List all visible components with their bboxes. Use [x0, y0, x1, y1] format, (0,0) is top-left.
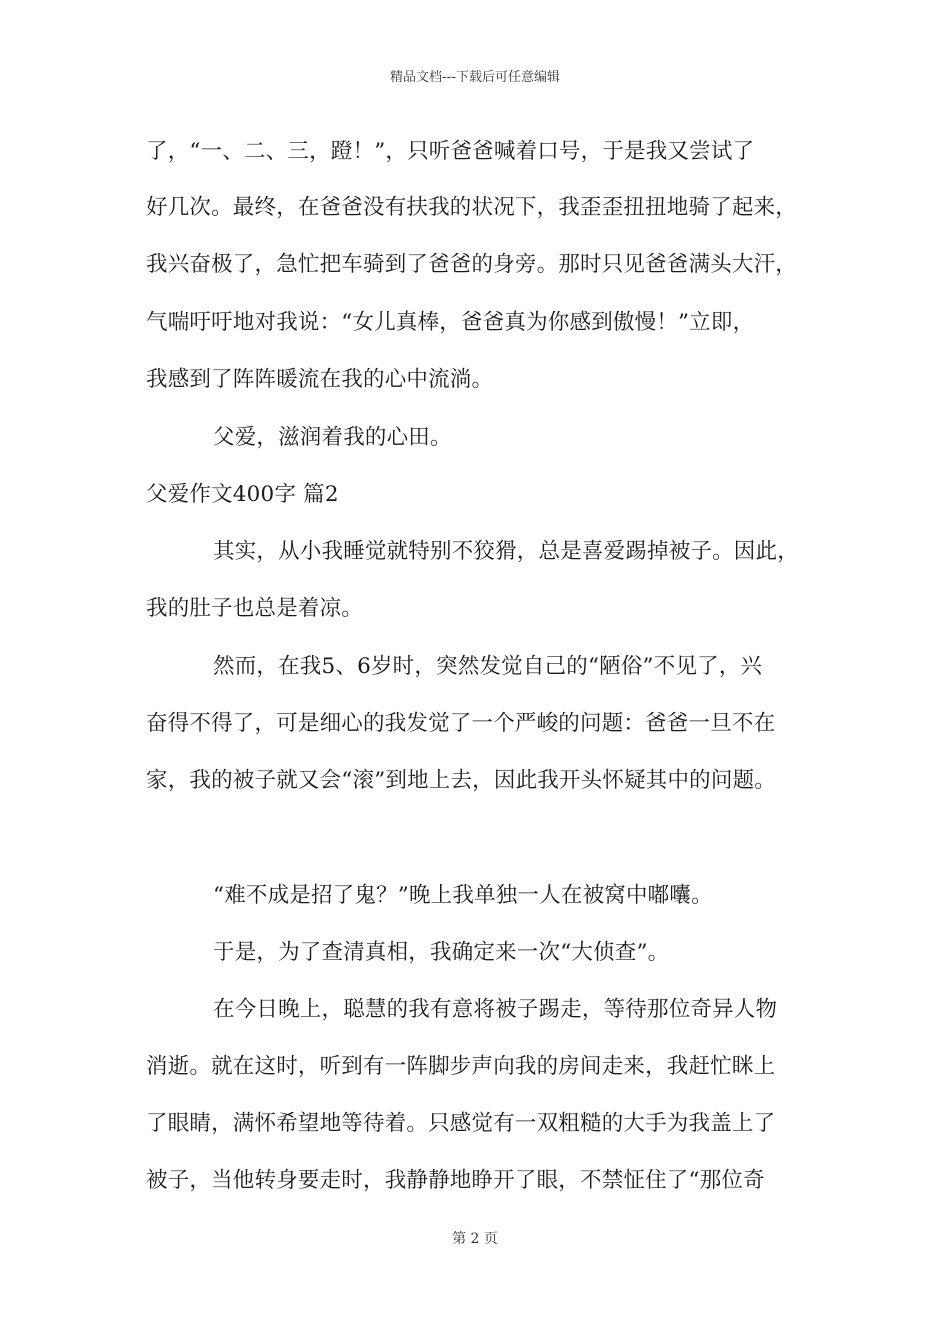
body-line: “难不成是招了鬼？”晚上我单独一人在被窝中嘟囔。	[213, 883, 713, 908]
body-line: 父爱，滋润着我的心田。	[213, 425, 452, 450]
body-line: 在今日晚上，聪慧的我有意将被子踢走，等待那位奇异人物	[213, 997, 778, 1022]
document-header: 精品文档---下载后可任意编辑	[389, 70, 561, 85]
body-line: 消逝。就在这时，听到有一阵脚步声向我的房间走来，我赶忙眯上	[146, 1054, 776, 1079]
body-line: 于是，为了查清真相，我确定来一次“大侦查”。	[213, 940, 670, 965]
body-line: 其实，从小我睡觉就特别不狡猾，总是喜爱踢掉被子。因此，	[213, 539, 799, 564]
body-line: 了眼睛，满怀希望地等待着。只感觉有一双粗糙的大手为我盖上了	[146, 1111, 776, 1136]
page-number: 第 2 页	[452, 1231, 498, 1247]
body-line: 我感到了阵阵暖流在我的心中流淌。	[146, 367, 494, 392]
body-line: 好几次。最终，在爸爸没有扶我的状况下，我歪歪扭扭地骑了起来，	[146, 195, 798, 220]
body-line: 奋得不得了，可是细心的我发觉了一个严峻的问题：爸爸一旦不在	[146, 711, 776, 736]
body-line: 我兴奋极了，急忙把车骑到了爸爸的身旁。那时只见爸爸满头大汗，	[146, 252, 798, 277]
section-heading: 父爱作文400字 篇2	[146, 482, 339, 507]
body-line: 然而，在我5、6岁时，突然发觉自己的“陋俗”不见了，兴	[213, 654, 763, 679]
body-line: 了，“一、二、三，蹬！”，只听爸爸喊着口号，于是我又尝试了	[146, 139, 755, 164]
body-line: 我的肚子也总是着凉。	[146, 596, 364, 621]
body-line: 家，我的被子就又会“滚”到地上去，因此我开头怀疑其中的问题。	[146, 768, 776, 793]
body-line: 气喘吁吁地对我说：“女儿真棒，爸爸真为你感到傲慢！”立即，	[146, 310, 755, 335]
body-line: 被子，当他转身要走时，我静静地睁开了眼，不禁怔住了“那位奇	[146, 1168, 765, 1193]
